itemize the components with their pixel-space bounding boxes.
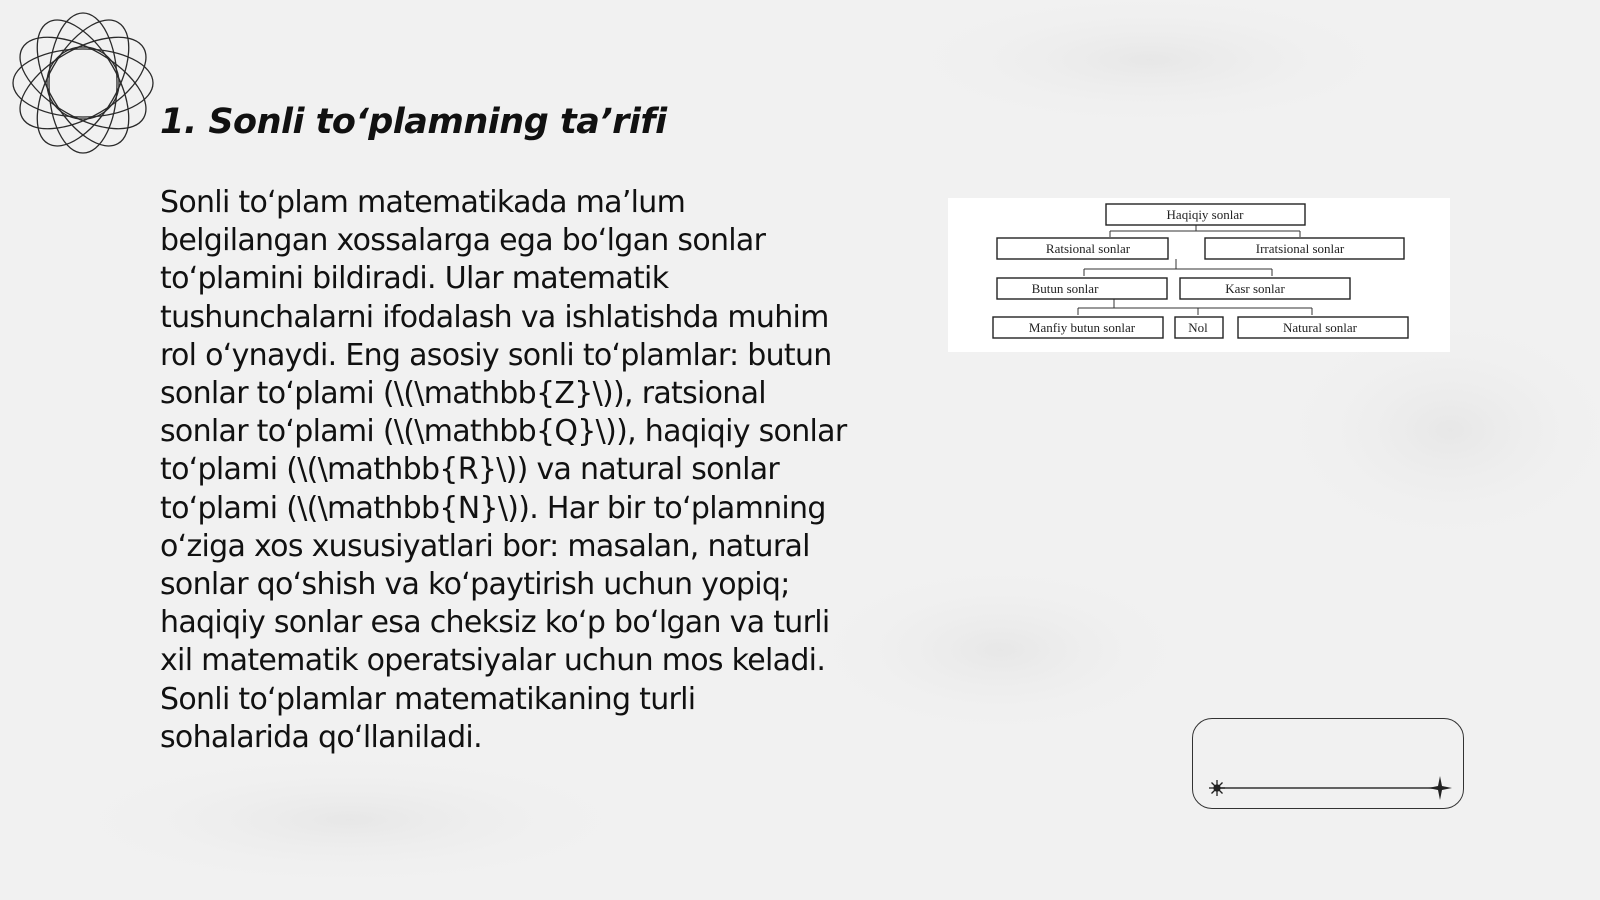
slide-title: 1. Sonli to‘plamning ta’rifi	[160, 102, 667, 142]
diagram-node-root: Haqiqiy sonlar	[1166, 207, 1244, 222]
diagram-node-integers: Butun sonlar	[1031, 281, 1099, 296]
diagram-node-natural: Natural sonlar	[1282, 320, 1358, 335]
slide-body-text: Sonli to‘plam matematikada ma’lum belgilangan xossalarga ega bo‘lgan sonlar to‘plamini bildiradi. Ular matematik tushunchalarni ifodalash va ishlatishda muhim rol o‘ynaydi. Eng asosiy sonli to‘plamlar: butun sonlar to‘plami (\(\mathbb{Z}\)), ratsional sonlar to‘plami (\(\mathbb{Q}\)), haqiqiy sonlar to‘plami (\(\mathbb{R}\)) va natural sonlar to‘plami (\(\mathbb{N}\)). Har bir to‘plamning o‘ziga xos xususiyatlari bor: masalan, natural sonlar qo‘shish va ko‘paytirish uchun yopiq; haqiqiy sonlar esa cheksiz ko‘p bo‘lgan va turli xil matematik operatsiyalar uchun mos keladi. Sonli to‘plamlar matematikaning turli sohalarida qo‘llaniladi.	[160, 185, 847, 755]
diagram-node-fractions: Kasr sonlar	[1225, 281, 1285, 296]
sparkle-star-icon	[1428, 776, 1452, 800]
diagram-node-zero: Nol	[1188, 320, 1208, 335]
diagram-node-rational: Ratsional sonlar	[1045, 241, 1131, 256]
diagram-node-irrational: Irratsional sonlar	[1255, 241, 1345, 256]
spirograph-circles-icon	[8, 8, 158, 158]
timeline-decoration	[1192, 718, 1464, 809]
diagram-node-negative-integers: Manfiy butun sonlar	[1028, 320, 1136, 335]
number-sets-diagram	[948, 198, 1450, 352]
sun-burst-icon	[1209, 780, 1225, 796]
